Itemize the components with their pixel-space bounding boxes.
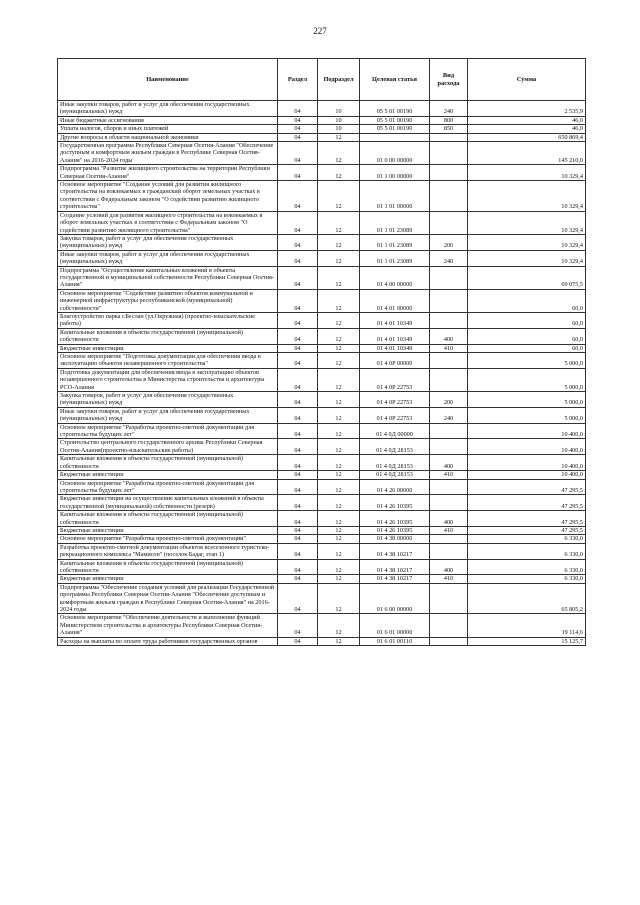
cell-name: Бюджетные инвестиции — [58, 575, 278, 583]
cell-expense-type — [430, 614, 468, 637]
table-row — [58, 344, 586, 352]
cell-name: Основное мероприятие "Разработка проектно-сметной документации для строительства будущих лет" — [58, 423, 278, 439]
cell-amount: 10 329,4 — [468, 181, 586, 212]
cell-article: 01 4 38 10217 — [360, 543, 430, 559]
cell-amount: 10 329,4 — [468, 165, 586, 181]
table-header-row — [58, 59, 586, 101]
table-row — [58, 133, 586, 141]
cell-article: 01 6 00 00000 — [360, 583, 430, 614]
cell-expense-type — [430, 133, 468, 141]
cell-article: 05 5 01 00190 — [360, 116, 430, 124]
cell-subsection: 12 — [318, 250, 360, 266]
cell-name: Основное мероприятие "Содействие развитию объектов коммунальной и инженерной инфраструктуры республиканской (муниципальной) собственности" — [58, 289, 278, 312]
cell-article: 01 4 26 10395 — [360, 495, 430, 511]
cell-section: 04 — [278, 101, 318, 117]
table-row — [58, 211, 586, 234]
cell-amount: 69 075,5 — [468, 266, 586, 289]
table-row — [58, 455, 586, 471]
cell-section: 04 — [278, 211, 318, 234]
cell-expense-type: 240 — [430, 101, 468, 117]
cell-amount: 10 400,0 — [468, 423, 586, 439]
header-name: Наименование — [58, 59, 278, 101]
table-row — [58, 526, 586, 534]
cell-amount: 5 000,0 — [468, 368, 586, 391]
cell-section: 04 — [278, 250, 318, 266]
cell-section: 04 — [278, 511, 318, 527]
cell-section: 04 — [278, 344, 318, 352]
cell-expense-type: 410 — [430, 471, 468, 479]
cell-subsection: 12 — [318, 637, 360, 645]
cell-article: 01 4 26 10395 — [360, 511, 430, 527]
table-row — [58, 125, 586, 133]
table-row — [58, 250, 586, 266]
table-row — [58, 353, 586, 369]
table-row — [58, 423, 586, 439]
cell-section: 04 — [278, 234, 318, 250]
cell-expense-type: 400 — [430, 455, 468, 471]
cell-subsection: 12 — [318, 328, 360, 344]
cell-name: Иные закупки товаров, работ и услуг для обеспечения государственных (муниципальных) нужд — [58, 407, 278, 423]
cell-section: 04 — [278, 142, 318, 165]
cell-subsection: 12 — [318, 535, 360, 543]
cell-name: Расходы на выплаты по оплате труда работников государственных органов — [58, 637, 278, 645]
cell-name: Иные закупки товаров, работ и услуг для обеспечения государственных (муниципальных) нужд — [58, 250, 278, 266]
cell-section: 04 — [278, 455, 318, 471]
cell-name: Бюджетные инвестиции — [58, 526, 278, 534]
cell-expense-type: 410 — [430, 575, 468, 583]
cell-article: 01 4 00 00000 — [360, 266, 430, 289]
cell-article: 01 1 01 23089 — [360, 250, 430, 266]
cell-section: 04 — [278, 266, 318, 289]
cell-name: Закупка товаров, работ и услуг для обеспечения государственных (муниципальных) нужд — [58, 234, 278, 250]
header-article: Целевая статья — [360, 59, 430, 101]
cell-name: Основное мероприятие "Создание условий для развития жилищного строительства на вовлекаемых в гражданский оборот земельных участках в соответствии с Федеральным законом "О содействии развитию жилищного строительства" — [58, 181, 278, 212]
cell-article: 01 4 38 00000 — [360, 535, 430, 543]
cell-expense-type — [430, 211, 468, 234]
cell-expense-type: 400 — [430, 559, 468, 575]
cell-section: 04 — [278, 289, 318, 312]
cell-name: Разработка проектно-сметной документации объектов всесезонного туристско-рекреационного комплекса "Мамисон" (поселок Бадаг, этап 1) — [58, 543, 278, 559]
cell-name: Основное мероприятие "Разработка проектно-сметной документации" — [58, 535, 278, 543]
cell-expense-type: 850 — [430, 125, 468, 133]
cell-section: 04 — [278, 353, 318, 369]
cell-article: 01 1 00 00000 — [360, 165, 430, 181]
cell-expense-type — [430, 583, 468, 614]
cell-expense-type — [430, 637, 468, 645]
cell-section: 04 — [278, 479, 318, 495]
cell-subsection: 12 — [318, 455, 360, 471]
table-row — [58, 614, 586, 637]
cell-name: Капитальные вложения в объекты государственной (муниципальной) собственности — [58, 559, 278, 575]
cell-article: 01 4 0P 22753 — [360, 407, 430, 423]
cell-amount: 15 125,7 — [468, 637, 586, 645]
cell-subsection: 12 — [318, 559, 360, 575]
cell-amount: 46,0 — [468, 125, 586, 133]
cell-article: 01 4 0P 00000 — [360, 353, 430, 369]
cell-section: 04 — [278, 543, 318, 559]
cell-expense-type — [430, 142, 468, 165]
cell-expense-type: 200 — [430, 392, 468, 408]
cell-section: 04 — [278, 423, 318, 439]
cell-section: 04 — [278, 583, 318, 614]
cell-subsection: 12 — [318, 511, 360, 527]
cell-section: 04 — [278, 559, 318, 575]
cell-article: 01 1 01 23089 — [360, 211, 430, 234]
table-row — [58, 328, 586, 344]
cell-section: 04 — [278, 116, 318, 124]
cell-subsection: 12 — [318, 266, 360, 289]
cell-article: 01 4 01 10349 — [360, 344, 430, 352]
cell-amount: 6 330,0 — [468, 559, 586, 575]
table-row — [58, 101, 586, 117]
cell-amount: 60,0 — [468, 328, 586, 344]
cell-article: 01 6 01 00110 — [360, 637, 430, 645]
table-row — [58, 439, 586, 455]
cell-subsection: 12 — [318, 407, 360, 423]
cell-section: 04 — [278, 637, 318, 645]
cell-subsection: 12 — [318, 479, 360, 495]
cell-article: 05 5 01 00190 — [360, 125, 430, 133]
cell-article: 01 4 01 10349 — [360, 312, 430, 328]
cell-subsection: 12 — [318, 583, 360, 614]
table-row — [58, 392, 586, 408]
cell-article: 01 4 0Д 28153 — [360, 471, 430, 479]
cell-subsection: 12 — [318, 392, 360, 408]
cell-subsection: 12 — [318, 495, 360, 511]
cell-subsection: 12 — [318, 368, 360, 391]
cell-name: Подпрограмма "Обеспечение создания условий для реализации Государственной программы Республики Северная Осетия-Алания "Обеспечение доступным и комфортным жильем граждан в Республике Северная Осетия-Алания" на 2016-2024 годы — [58, 583, 278, 614]
cell-name: Иные закупки товаров, работ и услуг для обеспечения государственных (муниципальных) нужд — [58, 101, 278, 117]
cell-amount: 5 000,0 — [468, 392, 586, 408]
cell-section: 04 — [278, 439, 318, 455]
cell-section: 04 — [278, 368, 318, 391]
cell-expense-type — [430, 312, 468, 328]
cell-amount: 10 329,4 — [468, 234, 586, 250]
cell-subsection: 12 — [318, 312, 360, 328]
cell-subsection: 12 — [318, 543, 360, 559]
table-row — [58, 181, 586, 212]
table-row — [58, 165, 586, 181]
table-row — [58, 535, 586, 543]
cell-amount: 2 535,9 — [468, 101, 586, 117]
cell-expense-type — [430, 353, 468, 369]
cell-name: Другие вопросы в области национальной экономики — [58, 133, 278, 141]
cell-article: 01 4 26 10395 — [360, 526, 430, 534]
cell-amount: 6 330,0 — [468, 543, 586, 559]
table-row — [58, 142, 586, 165]
table-row — [58, 559, 586, 575]
cell-section: 04 — [278, 575, 318, 583]
header-section: Раздел — [278, 59, 318, 101]
cell-name: Основное мероприятие "Обеспечение деятельности и выполнение функций Министерством строительства и архитектуры Республики Северная Осетия-Алания" — [58, 614, 278, 637]
table-row — [58, 116, 586, 124]
table-row — [58, 495, 586, 511]
cell-section: 04 — [278, 407, 318, 423]
cell-subsection: 12 — [318, 439, 360, 455]
cell-amount: 46,0 — [468, 116, 586, 124]
cell-section: 04 — [278, 312, 318, 328]
cell-name: Уплата налогов, сборов и иных платежей — [58, 125, 278, 133]
cell-name: Закупка товаров, работ и услуг для обеспечения государственных (муниципальных) нужд — [58, 392, 278, 408]
cell-expense-type — [430, 181, 468, 212]
cell-expense-type: 410 — [430, 526, 468, 534]
cell-expense-type — [430, 479, 468, 495]
cell-article: 01 4 0Д 28153 — [360, 455, 430, 471]
cell-article: 01 4 01 10349 — [360, 328, 430, 344]
cell-article — [360, 133, 430, 141]
cell-section: 04 — [278, 328, 318, 344]
cell-amount: 10 400,0 — [468, 471, 586, 479]
cell-subsection: 12 — [318, 526, 360, 534]
table-row — [58, 511, 586, 527]
cell-article: 01 1 01 23089 — [360, 234, 430, 250]
cell-section: 04 — [278, 125, 318, 133]
cell-section: 04 — [278, 471, 318, 479]
cell-subsection: 12 — [318, 181, 360, 212]
header-expense-type: Вид расхода — [430, 59, 468, 101]
cell-name: Бюджетные инвестиции на осуществление капитальных вложений в объекты государственной (муниципальной) собственности (резерв) — [58, 495, 278, 511]
cell-article: 01 1 01 00000 — [360, 181, 430, 212]
cell-name: Капитальные вложения в объекты государственной (муниципальной) собственности — [58, 328, 278, 344]
cell-section: 04 — [278, 133, 318, 141]
cell-section: 04 — [278, 526, 318, 534]
cell-subsection: 12 — [318, 344, 360, 352]
cell-name: Иные бюджетные ассигнования — [58, 116, 278, 124]
cell-expense-type — [430, 423, 468, 439]
cell-subsection: 10 — [318, 116, 360, 124]
cell-subsection: 12 — [318, 423, 360, 439]
cell-amount: 6 330,0 — [468, 535, 586, 543]
header-amount: Сумма — [468, 59, 586, 101]
cell-amount: 650 869,4 — [468, 133, 586, 141]
cell-section: 04 — [278, 495, 318, 511]
table-row — [58, 266, 586, 289]
cell-name: Бюджетные инвестиции — [58, 471, 278, 479]
cell-amount: 5 000,0 — [468, 407, 586, 423]
cell-article: 01 6 01 00000 — [360, 614, 430, 637]
cell-article: 05 5 01 00190 — [360, 101, 430, 117]
cell-name: Капитальные вложения в объекты государственной (муниципальной) собственности — [58, 511, 278, 527]
table-row — [58, 575, 586, 583]
table-row — [58, 479, 586, 495]
cell-subsection: 12 — [318, 165, 360, 181]
cell-subsection: 12 — [318, 211, 360, 234]
cell-subsection: 12 — [318, 289, 360, 312]
table-row — [58, 543, 586, 559]
cell-section: 04 — [278, 165, 318, 181]
table-row — [58, 234, 586, 250]
cell-section: 04 — [278, 181, 318, 212]
table-row — [58, 289, 586, 312]
cell-name: Создание условий для развития жилищного строительства на вовлекаемых в оборот земельных участках в соответствии с Федеральным законом "О содействии развитию жилищного строительства" — [58, 211, 278, 234]
cell-amount: 47 295,5 — [468, 526, 586, 534]
cell-amount: 145 210,0 — [468, 142, 586, 165]
cell-expense-type: 200 — [430, 234, 468, 250]
cell-section: 04 — [278, 614, 318, 637]
table-row — [58, 312, 586, 328]
header-subsection: Подраздел — [318, 59, 360, 101]
cell-amount: 6 330,0 — [468, 575, 586, 583]
cell-subsection: 12 — [318, 353, 360, 369]
cell-section: 04 — [278, 535, 318, 543]
cell-expense-type: 400 — [430, 328, 468, 344]
cell-article: 01 4 0P 22753 — [360, 368, 430, 391]
cell-article: 01 4 38 10217 — [360, 575, 430, 583]
cell-amount: 5 000,0 — [468, 353, 586, 369]
cell-amount: 47 295,5 — [468, 479, 586, 495]
cell-name: Основное мероприятие "Разработка проектно-сметной документации для строительства будущих лет" — [58, 479, 278, 495]
cell-subsection: 12 — [318, 133, 360, 141]
cell-expense-type — [430, 543, 468, 559]
cell-amount: 10 400,0 — [468, 455, 586, 471]
cell-expense-type — [430, 368, 468, 391]
cell-expense-type: 400 — [430, 511, 468, 527]
cell-article: 01 4 0Д 28153 — [360, 439, 430, 455]
cell-amount: 19 114,6 — [468, 614, 586, 637]
cell-name: Государственная программа Республики Северная Осетия-Алания "Обеспечение доступным и комфортным жильем граждан в Республике Северная Осетия-Алания" на 2016-2024 годы — [58, 142, 278, 165]
cell-amount: 10 329,4 — [468, 250, 586, 266]
cell-article: 01 4 0Д 00000 — [360, 423, 430, 439]
cell-amount: 65 805,2 — [468, 583, 586, 614]
cell-amount: 60,0 — [468, 289, 586, 312]
cell-amount: 10 329,4 — [468, 211, 586, 234]
cell-name: Благоустройство парка г.Беслан (ул.Окружная) (проектно-изыскательские работы) — [58, 312, 278, 328]
cell-article: 01 4 26 00000 — [360, 479, 430, 495]
cell-subsection: 10 — [318, 101, 360, 117]
cell-article: 01 4 38 10217 — [360, 559, 430, 575]
table-row — [58, 407, 586, 423]
cell-section: 04 — [278, 392, 318, 408]
table-row — [58, 368, 586, 391]
cell-amount: 47 295,5 — [468, 495, 586, 511]
cell-name: Подпрограмма "Осуществление капитальных вложений в объекты государственной и муниципальной собственности Республики Северная Осетия-Алания" — [58, 266, 278, 289]
cell-expense-type — [430, 495, 468, 511]
table-row — [58, 471, 586, 479]
cell-expense-type: 800 — [430, 116, 468, 124]
cell-subsection: 12 — [318, 142, 360, 165]
cell-amount: 60,0 — [468, 312, 586, 328]
cell-subsection: 12 — [318, 614, 360, 637]
cell-amount: 10 400,0 — [468, 439, 586, 455]
cell-expense-type — [430, 535, 468, 543]
cell-article: 01 4 0P 22753 — [360, 392, 430, 408]
cell-subsection: 10 — [318, 125, 360, 133]
cell-name: Подготовка документации для обеспечения ввода в эксплуатацию объектов незавершенного строительства в Министерства строительства и архитектуры РСО-Алания — [58, 368, 278, 391]
cell-expense-type — [430, 266, 468, 289]
cell-expense-type — [430, 165, 468, 181]
table-row — [58, 583, 586, 614]
cell-article: 01 0 00 00000 — [360, 142, 430, 165]
cell-amount: 60,0 — [468, 344, 586, 352]
cell-name: Строительство центрального государственного архива Республики Северная Осетия-Алания(проектно-изыскательские работы) — [58, 439, 278, 455]
cell-article: 01 4 01 00000 — [360, 289, 430, 312]
cell-name: Основное мероприятие "Подготовка документации для обеспечения ввода в эксплуатацию объектов незавершенного строительства" — [58, 353, 278, 369]
cell-name: Капитальные вложения в объекты государственной (муниципальной) собственности — [58, 455, 278, 471]
page-number: 227 — [313, 26, 327, 36]
cell-expense-type — [430, 289, 468, 312]
budget-table — [57, 58, 586, 646]
cell-expense-type: 240 — [430, 407, 468, 423]
cell-name: Бюджетные инвестиции — [58, 344, 278, 352]
cell-amount: 47 295,5 — [468, 511, 586, 527]
cell-name: Подпрограмма "Развитие жилищного строительства на территории Республики Северная Осетия-Алания" — [58, 165, 278, 181]
table-row — [58, 637, 586, 645]
cell-expense-type — [430, 439, 468, 455]
cell-expense-type: 410 — [430, 344, 468, 352]
cell-subsection: 12 — [318, 234, 360, 250]
cell-subsection: 12 — [318, 471, 360, 479]
cell-subsection: 12 — [318, 575, 360, 583]
cell-expense-type: 240 — [430, 250, 468, 266]
